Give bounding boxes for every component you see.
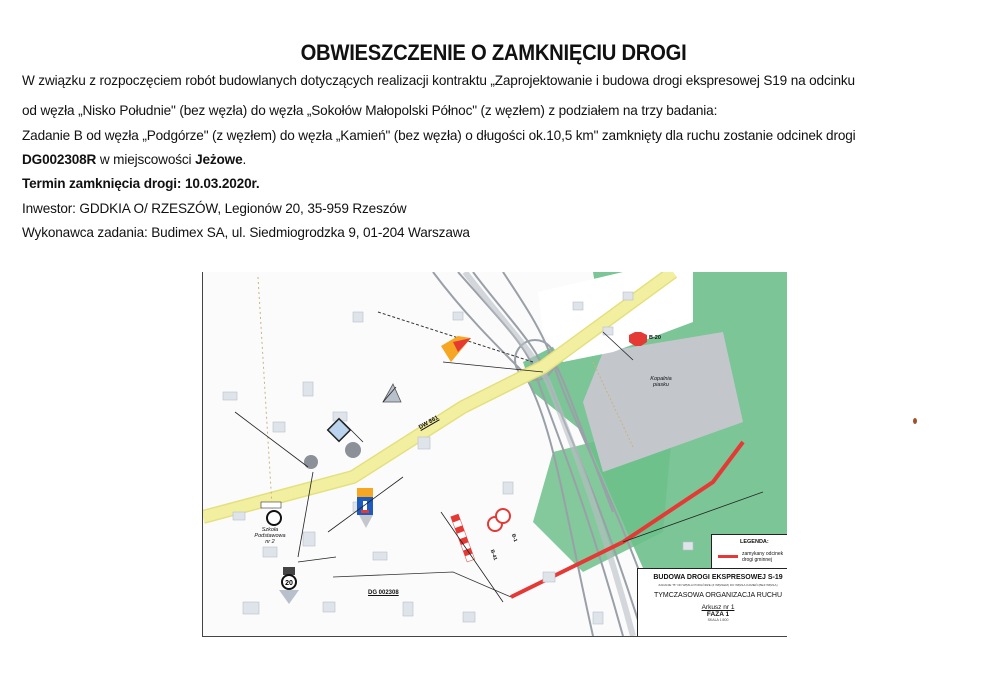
paragraph-task-line1: Zadanie B od węzła „Podgórze" (z węzłem) do węzła „Kamień" (bez węzła) o długości ok.10,5 km" zamknięty dla ruchu zostanie odcinek drogi <box>22 128 856 143</box>
page-title: OBWIESZCZENIE O ZAMKNIĘCIU DROGI <box>300 40 687 65</box>
contractor-info: Wykonawca zadania: Budimex SA, ul. Siedmiogrodzka 9, 01-204 Warszawa <box>22 225 470 240</box>
text-end: . <box>242 152 247 167</box>
place-name: Jeżowe <box>195 152 243 167</box>
stop-sign-code: B-20 <box>649 335 661 341</box>
title-block-project: BUDOWA DROGI EKSPRESOWEJ S-19 <box>653 574 783 581</box>
paragraph-task-line2 <box>22 152 246 167</box>
paragraph-intro-line1: W związku z rozpoczęciem robót budowlanych dotyczących realizacji kontraktu „Zaprojektowanie i budowa drogi ekspresowej S19 na odcinku <box>22 73 855 88</box>
title-block-phase: FAZA 1 <box>706 611 730 618</box>
text-mid: w miejscowości <box>96 152 196 167</box>
closure-date: Termin zamknięcia drogi: 10.03.2020r. <box>22 176 260 191</box>
scan-speck <box>913 418 917 424</box>
investor-info: Inwestor: GDDKIA O/ RZESZÓW, Legionów 20, 35-959 Rzeszów <box>22 201 407 216</box>
legend-item-label: zamykany odcinek drogi gminnej <box>742 551 784 563</box>
paragraph-intro-line2: od węzła „Nisko Południe" (bez węzła) do węzła „Sokołów Małopolski Północ" (z węzłem) z podziałem na trzy badania: <box>22 103 718 118</box>
sign-b1-label: B-1 <box>509 533 519 543</box>
quarry-label: Kopalnia piasku <box>650 376 672 388</box>
road-code: DG002308R <box>22 152 97 167</box>
legend-swatch-closed-road <box>718 555 738 558</box>
road-label-dg002308: DG 002308 <box>368 590 399 596</box>
title-block-sheet: Arkusz nr 1 <box>701 604 735 611</box>
school-label: Szkoła Podstawowa nr 2 <box>254 527 286 545</box>
map-title-block <box>637 568 787 637</box>
title-block-subtitle: ZADANIE "B" OD WĘZŁA PODGÓRZE (Z WĘZŁEM) DO WĘZŁA KAMIEŃ (BEZ WĘZŁA) <box>658 583 778 587</box>
title-block-organization: TYMCZASOWA ORGANIZACJA RUCHU <box>653 592 783 599</box>
sign-b41-label: B-41 <box>488 548 499 562</box>
legend-title: LEGENDA: <box>740 539 769 545</box>
traffic-organization-map <box>202 272 787 637</box>
road-label-dw861: DW 861 <box>417 414 440 432</box>
title-block-scale: SKALA 1:500 <box>707 618 729 622</box>
svg-text:20: 20 <box>285 580 293 587</box>
